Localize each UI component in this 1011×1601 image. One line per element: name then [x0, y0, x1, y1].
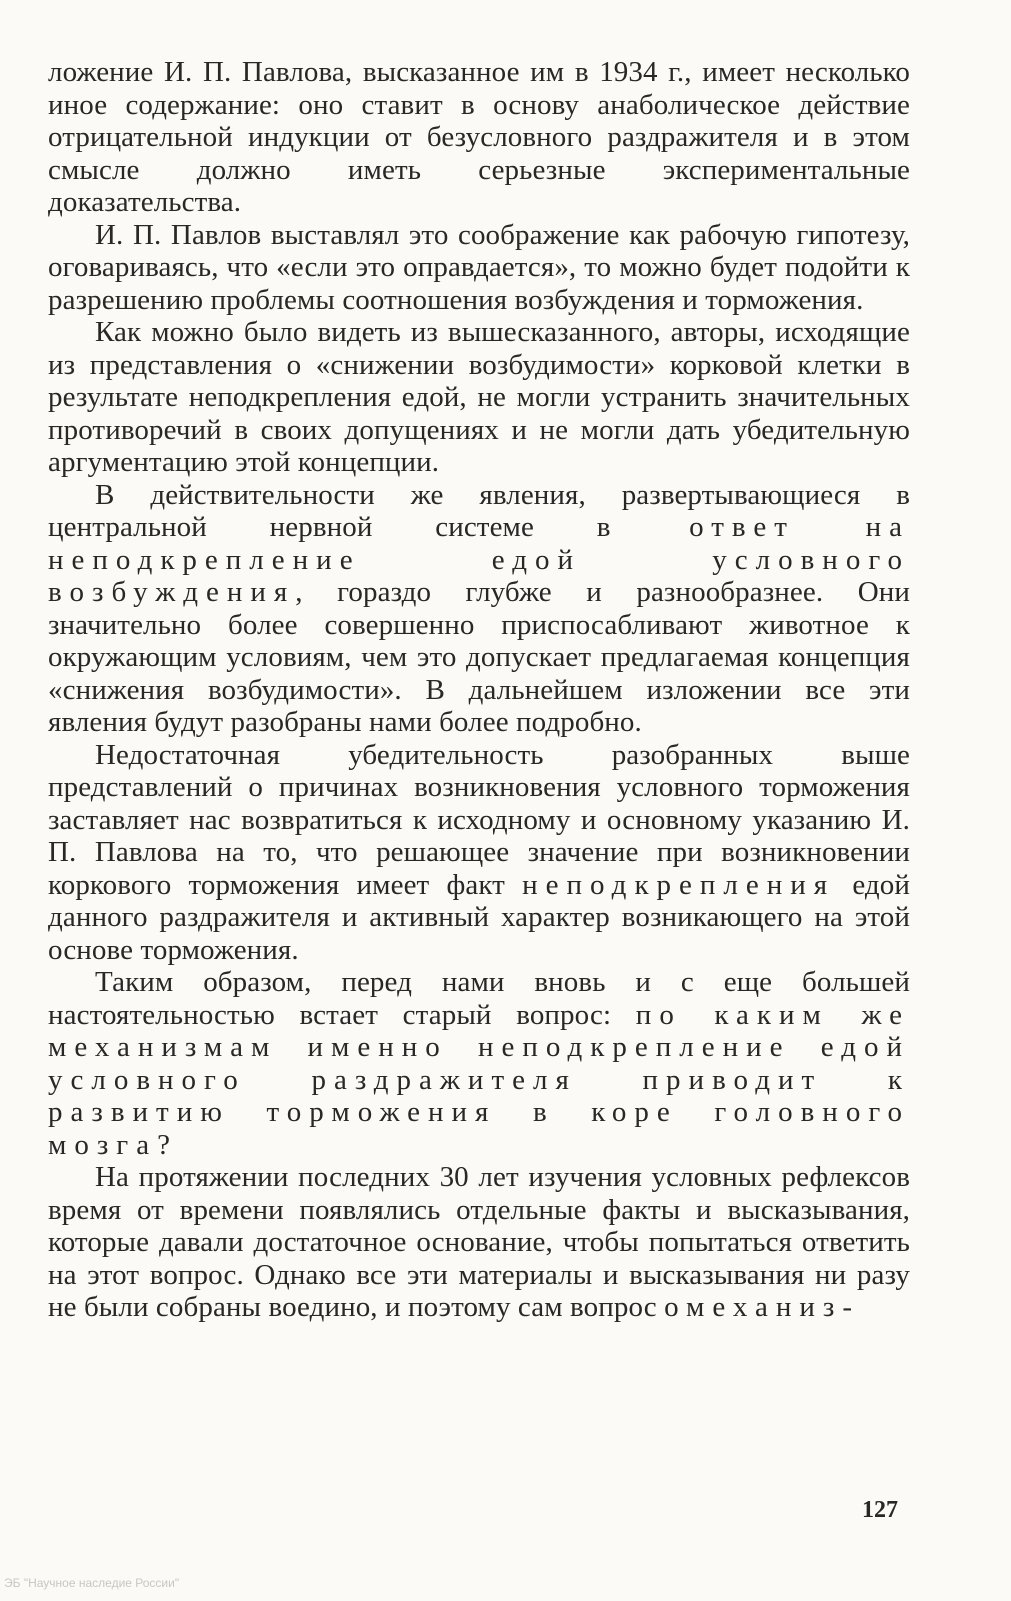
paragraph — [48, 739, 910, 967]
text-segment: едой данного раздражителя и активный характер возникающего на этой основе торможения. — [48, 868, 910, 966]
paragraph — [48, 219, 910, 317]
emphasized-text: в ответ на неподкрепление едой условного возбуждения — [48, 511, 910, 608]
text-segment: Как можно было видеть из вышесказанного, авторы, исходящие из представления о «снижении возбудимости» корковой клетки в результате неподкрепления едой, не могли устранить значительных противоречий в своих допущениях и не могли дать убедительную аргументацию этой концепции. — [48, 316, 910, 478]
emphasized-text: механиз- — [686, 1291, 861, 1323]
page-number: 127 — [862, 1497, 898, 1523]
library-watermark: ЭБ "Научное наследие России" — [4, 1576, 180, 1590]
text-segment: Таким образом, перед нами вновь и с еще большей настоятельностью встает старый вопрос: — [48, 966, 910, 1031]
paragraph — [48, 56, 910, 219]
emphasized-text: неподкрепления — [522, 868, 836, 901]
text-segment: , гораздо глубже и разнообразнее. Они значительно более совершенно приспосабливают животное к окружающим условиям, чем это допускает предлагаемая концепция «снижения возбудимости». В дальнейшем изложении все эти явления будут разобраны нами более подробно. — [48, 576, 910, 738]
text-segment: Недостаточная убедительность разобранных выше представлений о причинах возникновения условного торможения заставляет нас возвратиться к исходному и основному указанию И. П. Павлова на то, что решающее значение при возникновении коркового торможения имеет факт — [48, 738, 910, 901]
paragraph — [48, 479, 910, 739]
page-text-body — [48, 56, 910, 1324]
paragraph — [48, 966, 910, 1161]
text-segment: И. П. Павлов выставлял это соображение как рабочую гипотезу, оговариваясь, что «если это оправдается», то можно будет подойти к разрешению проблемы соотношения возбуждения и торможения. — [48, 218, 910, 316]
text-segment: В действительности же явления, развертывающиеся в центральной нервной системе — [48, 478, 910, 543]
paragraph — [48, 316, 910, 479]
text-segment: ложение И. П. Павлова, высказанное им в 1934 г., имеет несколько иное содержание: оно ставит в основу анаболическое действие отрицательной индукции от безусловного раздражителя и в этом смысле должно иметь серьезные экспериментальные доказательства. — [48, 56, 910, 218]
paragraph — [48, 1161, 910, 1324]
emphasized-text: по каким же механизмам именно неподкрепление едой условного раздражителя приводит к развитию торможения в коре головного мозга? — [48, 998, 911, 1161]
text-segment: На протяжении последних 30 лет изучения условных рефлексов время от времени появлялись отдельные факты и высказывания, которые давали достаточное основание, чтобы попытаться ответить на этот вопрос. Однако все эти материалы и высказывания ни разу не были собраны воедино, и поэтому сам вопрос о — [48, 1161, 910, 1323]
